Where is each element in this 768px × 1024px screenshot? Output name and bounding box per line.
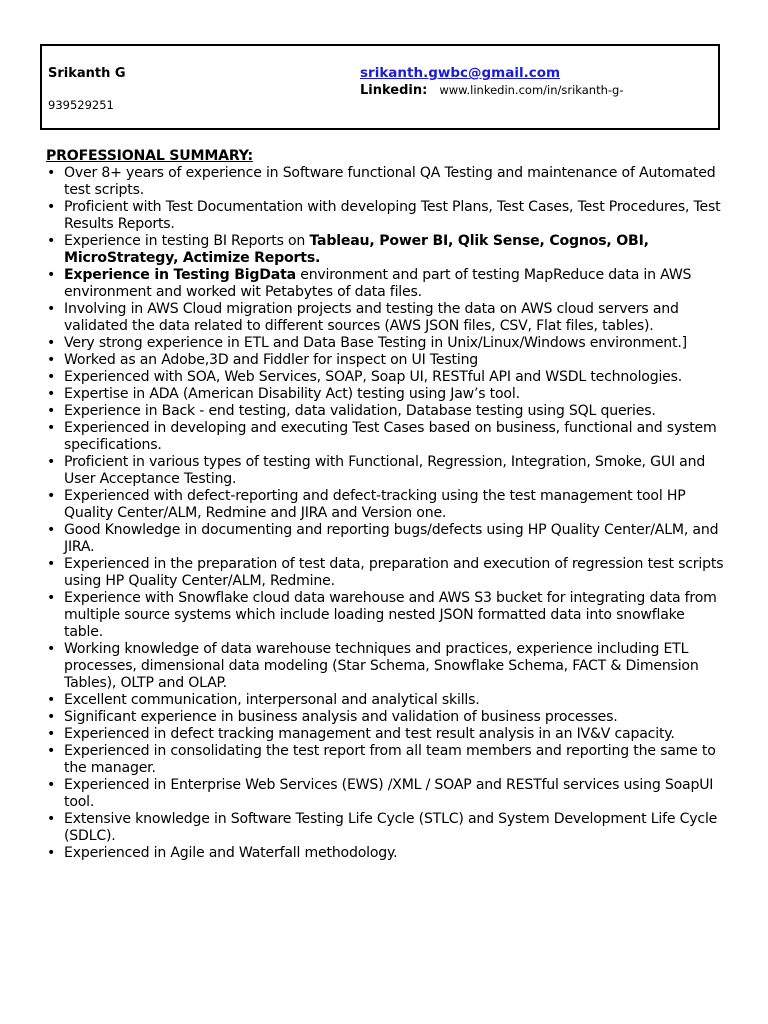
linkedin-url: www.linkedin.com/in/srikanth-g-	[439, 83, 624, 97]
summary-list-item	[46, 726, 726, 743]
bullet-text: Good Knowledge in documenting and reporting bugs/defects using HP Quality Center/ALM, and JIRA.	[64, 522, 719, 555]
bullet-text: Proficient with Test Documentation with developing Test Plans, Test Cases, Test Procedures, Test Results Reports.	[64, 199, 721, 232]
summary-list-item	[46, 352, 726, 369]
summary-list-item	[46, 454, 726, 488]
summary-list-item	[46, 845, 726, 862]
summary-list-item	[46, 709, 726, 726]
bullet-text: Experienced with defect-reporting and defect-tracking using the test management tool HP Quality Center/ALM, Redmine and JIRA and Version one.	[64, 488, 686, 521]
phone-number: 939529251	[48, 98, 114, 112]
summary-list-item	[46, 777, 726, 811]
linkedin-row	[360, 83, 624, 98]
summary-list-item	[46, 692, 726, 709]
bullet-text: Experience in testing BI Reports on	[64, 233, 310, 249]
bullet-text-bold: Experience in Testing BigData	[64, 267, 296, 283]
bullet-text: Involving in AWS Cloud migration projects and testing the data on AWS cloud servers and validated the data related to different sources (AWS JSON files, CSV, Flat files, tables).	[64, 301, 679, 334]
bullet-text: Experience with Snowflake cloud data warehouse and AWS S3 bucket for integrating data from multiple source systems which include loading nested JSON formatted data into snowflake table.	[64, 590, 717, 640]
bullet-text: Experience in Back - end testing, data validation, Database testing using SQL queries.	[64, 403, 656, 419]
contact-header-box	[40, 44, 720, 130]
bullet-text: Excellent communication, interpersonal and analytical skills.	[64, 692, 480, 708]
summary-list-item	[46, 369, 726, 386]
bullet-text: Experienced with SOA, Web Services, SOAP, Soap UI, RESTful API and WSDL technologies.	[64, 369, 683, 385]
summary-list-item	[46, 743, 726, 777]
summary-list-item	[46, 556, 726, 590]
bullet-text: Significant experience in business analysis and validation of business processes.	[64, 709, 618, 725]
summary-list-item	[46, 811, 726, 845]
summary-list-item	[46, 403, 726, 420]
candidate-name: Srikanth G	[48, 66, 126, 81]
summary-list-item	[46, 522, 726, 556]
summary-list-item	[46, 420, 726, 454]
summary-list-item	[46, 590, 726, 641]
bullet-text: Over 8+ years of experience in Software functional QA Testing and maintenance of Automated test scripts.	[64, 165, 716, 198]
bullet-text: Experienced in the preparation of test data, preparation and execution of regression test scripts using HP Quality Center/ALM, Redmine.	[64, 556, 724, 589]
bullet-text: Experienced in Agile and Waterfall methodology.	[64, 845, 398, 861]
bullet-text: Experienced in Enterprise Web Services (EWS) /XML / SOAP and RESTful services using SoapUI tool.	[64, 777, 714, 810]
summary-list-item	[46, 301, 726, 335]
summary-list-item	[46, 267, 726, 301]
bullet-text: Worked as an Adobe,3D and Fiddler for inspect on UI Testing	[64, 352, 479, 368]
summary-list-item	[46, 386, 726, 403]
bullet-text: Proficient in various types of testing with Functional, Regression, Integration, Smoke, GUI and User Acceptance Testing.	[64, 454, 706, 487]
bullet-text: Experienced in developing and executing Test Cases based on business, functional and system specifications.	[64, 420, 717, 453]
summary-bullet-list	[46, 165, 726, 862]
bullet-text: Extensive knowledge in Software Testing Life Cycle (STLC) and System Development Life Cycle (SDLC).	[64, 811, 718, 844]
summary-list-item	[46, 335, 726, 352]
bullet-text: Expertise in ADA (American Disability Act) testing using Jaw’s tool.	[64, 386, 520, 402]
summary-list-item	[46, 641, 726, 692]
bullet-text: Very strong experience in ETL and Data Base Testing in Unix/Linux/Windows environment.]	[64, 335, 687, 351]
bullet-text: environment and part of testing MapReduce data in AWS environment and worked wit Petabytes of data files.	[64, 267, 692, 300]
summary-list-item	[46, 488, 726, 522]
bullet-text: Experienced in defect tracking management and test result analysis in an IV&V capacity.	[64, 726, 675, 742]
section-title: PROFESSIONAL SUMMARY:	[46, 148, 253, 164]
summary-list-item	[46, 233, 726, 267]
email-link[interactable]: srikanth.gwbc@gmail.com	[360, 65, 561, 81]
linkedin-label: Linkedin:	[360, 83, 428, 98]
bullet-text: Working knowledge of data warehouse techniques and practices, experience including ETL processes, dimensional data modeling (Star Schema, Snowflake Schema, FACT & Dimension Tables), OLTP and OLAP.	[64, 641, 699, 691]
summary-list-item	[46, 165, 726, 199]
summary-list-item	[46, 199, 726, 233]
professional-summary-section	[46, 148, 726, 862]
bullet-text-bold: Tableau, Power BI, Qlik Sense, Cognos, OBI, MicroStrategy, Actimize Reports.	[64, 233, 649, 266]
bullet-text: Experienced in consolidating the test report from all team members and reporting the same to the manager.	[64, 743, 716, 776]
